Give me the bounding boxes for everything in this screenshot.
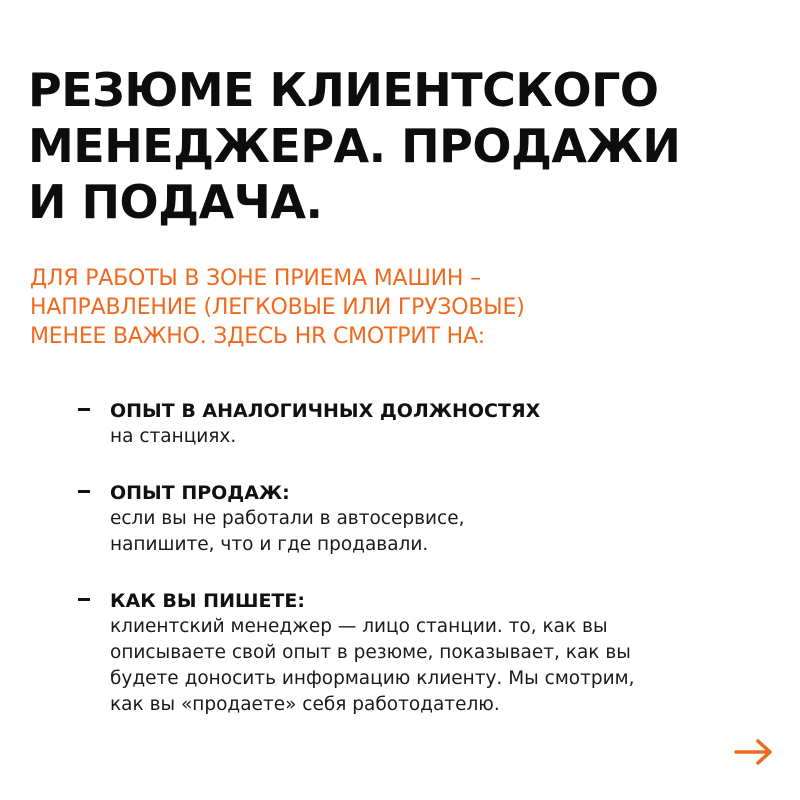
- title-line: МЕНЕДЖЕРА. ПРОДАЖИ: [28, 119, 681, 173]
- arrow-right-icon-graphic: [734, 738, 774, 766]
- criteria-list: [78, 398, 778, 718]
- arrow-right-icon[interactable]: [734, 738, 774, 766]
- list-item: [78, 398, 778, 450]
- item-title: ОПЫТ В АНАЛОГИЧНЫХ ДОЛЖНОСТЯХ: [110, 400, 541, 422]
- item-title: КАК ВЫ ПИШЕТЕ:: [110, 590, 305, 612]
- title-line: РЕЗЮМЕ КЛИЕНТСКОГО: [28, 63, 659, 117]
- item-text: клиентский менеджер — лицо станции. то, как вы: [110, 616, 608, 637]
- item-text: будете доносить информацию клиенту. Мы смотрим,: [110, 668, 635, 689]
- dash-bullet: [78, 408, 90, 411]
- item-text: напишите, что и где продавали.: [110, 534, 429, 555]
- subtitle: [30, 264, 790, 351]
- page-title: [28, 62, 788, 230]
- item-title: ОПЫТ ПРОДАЖ:: [110, 482, 290, 504]
- dash-bullet: [78, 598, 90, 601]
- subtitle-line: ДЛЯ РАБОТЫ В ЗОНЕ ПРИЕМА МАШИН –: [30, 266, 481, 291]
- title-line: И ПОДАЧА.: [28, 175, 323, 229]
- dash-bullet: [78, 490, 90, 493]
- list-item: [78, 480, 778, 558]
- item-text: на станциях.: [110, 426, 237, 447]
- subtitle-line: МЕНЕЕ ВАЖНО. ЗДЕСЬ HR СМОТРИТ НА:: [30, 324, 486, 349]
- item-text: описываете свой опыт в резюме, показывает, как вы: [110, 642, 631, 663]
- list-item: [78, 588, 778, 718]
- subtitle-line: НАПРАВЛЕНИЕ (ЛЕГКОВЫЕ ИЛИ ГРУЗОВЫЕ): [30, 295, 525, 320]
- item-text: если вы не работали в автосервисе,: [110, 508, 465, 529]
- item-text: как вы «продаете» себя работодателю.: [110, 694, 500, 715]
